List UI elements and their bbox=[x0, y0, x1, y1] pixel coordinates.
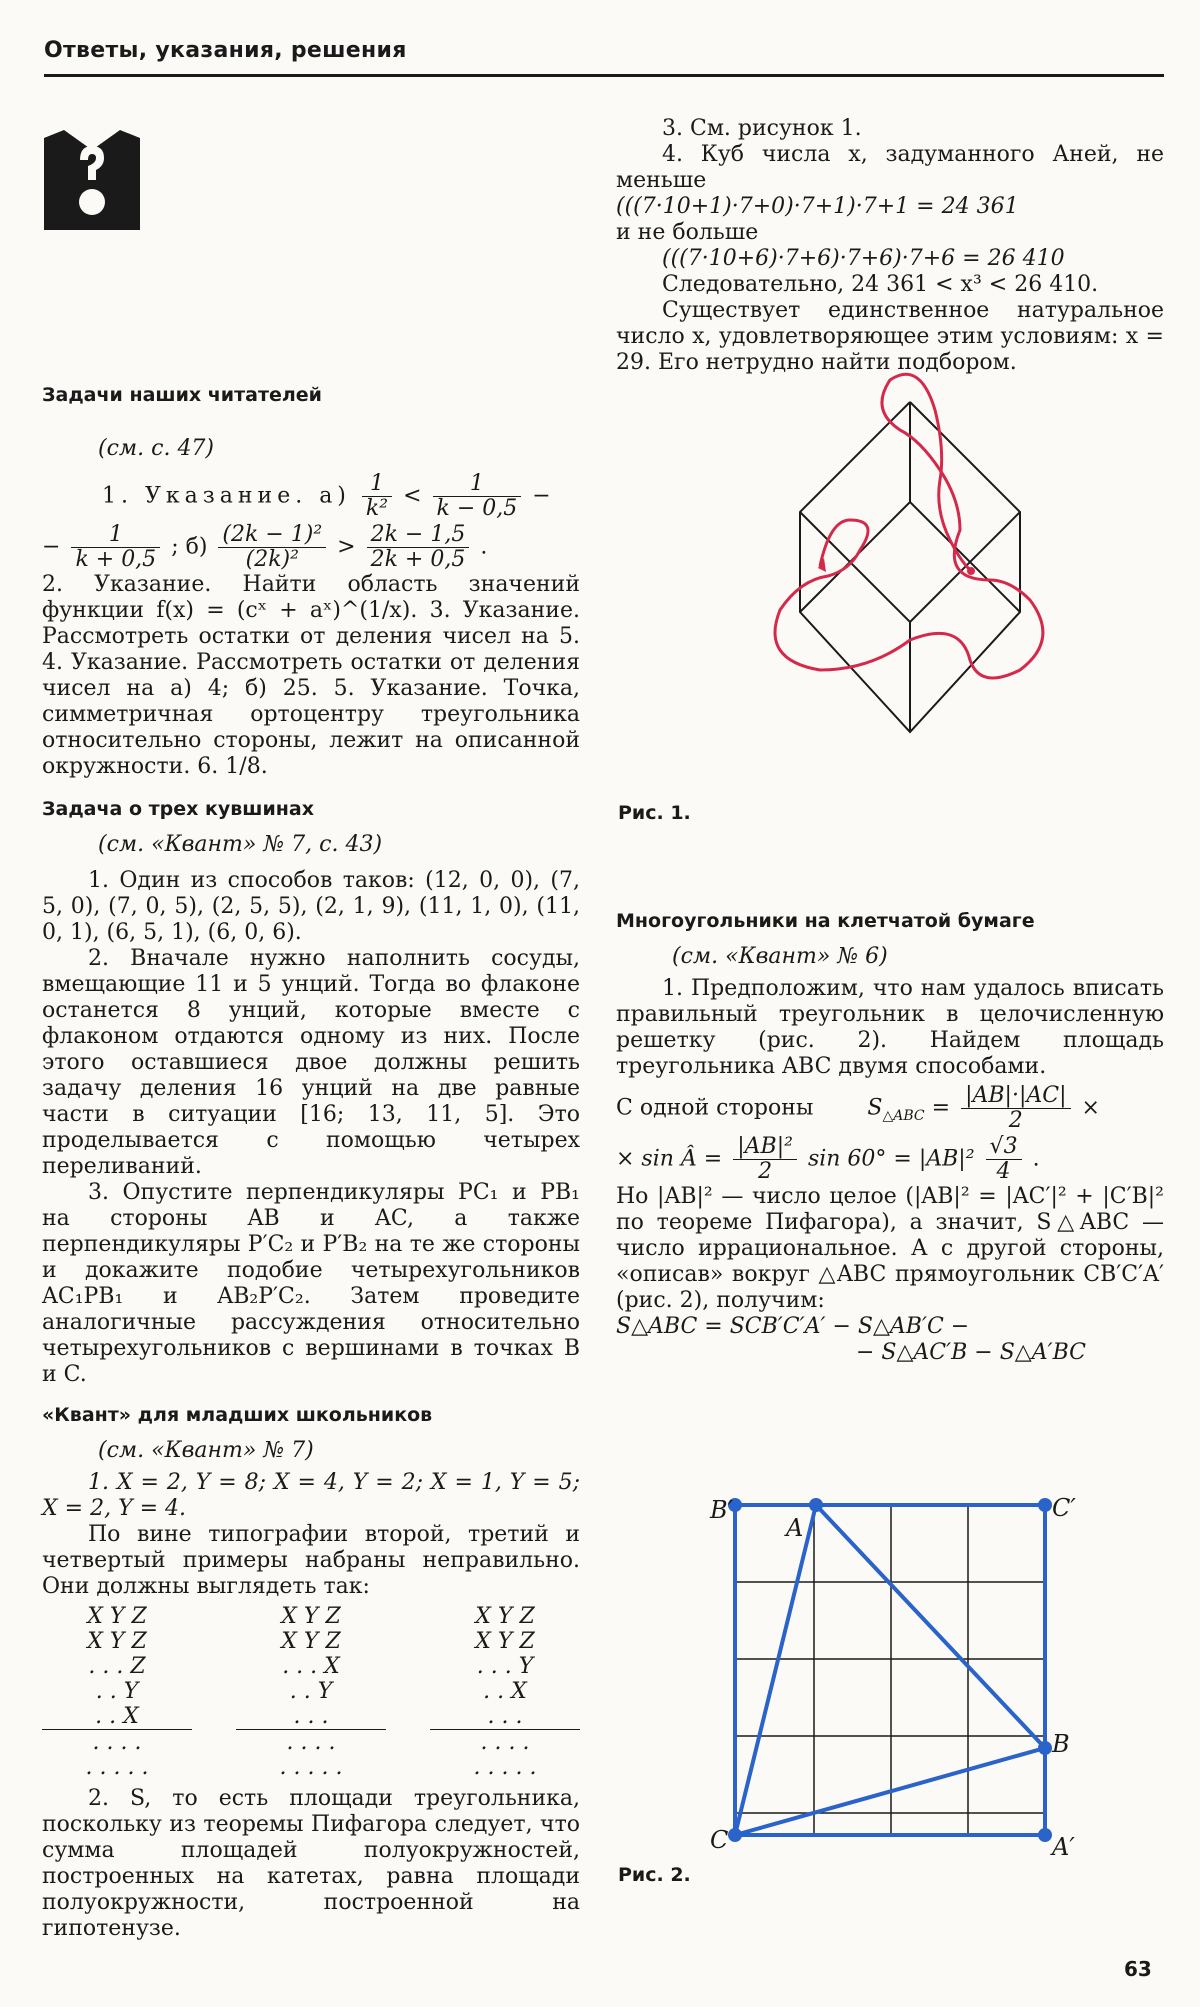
paragraph: 4. Куб числа x, задуманного Аней, не меньше bbox=[616, 142, 1164, 193]
figure-1-cube bbox=[760, 370, 1060, 770]
section-ref-polygons: (см. «Квант» № 6) bbox=[672, 944, 888, 969]
grid-lines bbox=[735, 1505, 1045, 1835]
paragraph: 1. Предположим, что нам удалось вписать правильный треугольник в целочисленную решетку (рис. 2). Найдем площадь треугольника ABC двумя способами. bbox=[616, 976, 1164, 1079]
paragraph: 3. Опустите перпендикуляры PC₁ и PB₁ на стороны AB и AC, а также перпендикуляры P′C₂ и P′B₂ на те же стороны и докажите подобие четырехугольников AC₁PB₁ и AB₂P′C₂. Затем проведите аналогичные рассуждения относительно четырехугольников с вершинами в точках B и C. bbox=[42, 1180, 580, 1387]
label-c-prime: C′ bbox=[1052, 1494, 1076, 1522]
paragraph: 1. Один из способов таков: (12, 0, 0), (7, 5, 0), (7, 0, 5), (2, 5, 5), (2, 1, 9), (11, 1, 0), (11, 0, 1), (6, 5, 1), (6, 0, 6). bbox=[42, 868, 580, 945]
section-ref-readers: (см. с. 47) bbox=[98, 436, 215, 461]
vertex-b bbox=[1038, 1741, 1052, 1755]
scheme-1: X Y Z X Y Z . . . Z . . Y . . X . . . . . . . . . bbox=[42, 1604, 192, 1780]
right-column-lower bbox=[616, 908, 1164, 1366]
paragraph: 2. S, то есть площади треугольника, поскольку из теоремы Пифагора следует, что сумма площадей полуокружностей, построенных на катетах, равна площади полуокружности, построенной на гипотенузе. bbox=[42, 1786, 580, 1941]
formula-line-1: 1. Указание. а) $\frac{1}{\text{k²}}$ < $\frac{1}{k - 0,5}$ − bbox=[102, 471, 551, 521]
fraction: $\frac{1}{k + 0,5}$ bbox=[71, 523, 160, 572]
section-ref-kvant-junior: (см. «Квант» № 7) bbox=[98, 1438, 314, 1463]
section-heading-kvant-junior: «Квант» для младших школьников bbox=[42, 1404, 433, 1426]
formula: − S△AC′B − S△A′BC bbox=[856, 1340, 1087, 1365]
formula: (((7·10+1)·7+0)·7+1)·7+1 = 24 361 bbox=[616, 194, 1019, 219]
vertex-c bbox=[728, 1828, 742, 1842]
fraction: $\frac{\text{|AB|²}}{2}$ bbox=[733, 1135, 797, 1184]
label-a: A bbox=[786, 1514, 804, 1542]
page-number: 63 bbox=[1124, 1957, 1152, 1981]
section-heading-jugs: Задача о трех кувшинах bbox=[42, 798, 315, 820]
paragraph: По вине типографии второй, третий и четвертый примеры набраны неправильно. Они должны выглядеть так: bbox=[42, 1522, 580, 1599]
paragraph: и не больше bbox=[616, 220, 759, 245]
fraction: $\frac{|AB|\cdot|AC|}{2}$ bbox=[961, 1084, 1070, 1133]
fig1-caption: Рис. 1. bbox=[618, 802, 691, 824]
fraction: $\frac{2k - 1,5}{2k + 0,5}$ bbox=[367, 523, 470, 572]
scheme-3: X Y Z X Y Z . . . Y . . X . . . . . . . . . . . . bbox=[430, 1604, 580, 1780]
section-ref-jugs: (см. «Квант» № 7, с. 43) bbox=[98, 832, 383, 857]
header-rule bbox=[44, 74, 1164, 77]
fig2-caption: Рис. 2. bbox=[618, 1864, 691, 1886]
paragraph: Но |AB|² — число целое (|AB|² = |AC′|² + |C′B|² по теореме Пифагора), а значит, S△ABC — число иррациональное. А с другой стороны, «описав» вокруг △ABC прямоугольник CB′C′A′ (рис. 2), получим: bbox=[616, 1184, 1164, 1313]
vertex-a bbox=[809, 1498, 823, 1512]
paragraph: Следовательно, 24 361 < x³ < 26 410. bbox=[662, 272, 1099, 297]
cube-edges bbox=[800, 402, 1020, 732]
paragraph: 2. Вначале нужно наполнить сосуды, вмещающие 11 и 5 унций. Тогда во флаконе останется 8 унций, которые вместе с флаконом отдаются одному из них. После этого оставшиеся двое должны решить задачу деления 16 унций на две равные части в ситуации [16; 13, 11, 5]. Это проделывается с помощью четырех переливаний. bbox=[42, 946, 580, 1179]
formula: (((7·10+6)·7+6)·7+6)·7+6 = 26 410 bbox=[662, 246, 1065, 271]
fraction: $\frac{1}{\text{k²}}$ bbox=[362, 472, 392, 521]
fraction: $\frac{1}{k - 0,5}$ bbox=[433, 472, 522, 521]
formula: S△ABC = SCB′C′A′ − S△AB′C − bbox=[616, 1314, 970, 1339]
formula-line-2: − $\frac{1}{k + 0,5}$ ; б) $\frac{\text{(2k − 1)²}}{\text{(2k)²}}$ > $\frac{2k - 1,5}{2k + 0,5}$ . bbox=[42, 522, 488, 572]
digit-schemes bbox=[42, 1604, 580, 1780]
label-b: B bbox=[1052, 1730, 1070, 1758]
label-a-prime: A′ bbox=[1052, 1833, 1075, 1861]
paragraph: 3. См. рисунок 1. bbox=[662, 116, 862, 141]
fraction: $\frac{√3}{4}$ bbox=[986, 1135, 1022, 1184]
section-heading-readers: Задачи наших читателей bbox=[42, 384, 322, 406]
paragraph: 1. X = 2, Y = 8; X = 4, Y = 2; X = 1, Y = 5; X = 2, Y = 4. bbox=[42, 1470, 580, 1521]
left-column bbox=[42, 120, 580, 1942]
blue-shapes bbox=[735, 1505, 1045, 1835]
vertex-a-prime bbox=[1038, 1828, 1052, 1842]
label-c: C bbox=[710, 1826, 729, 1854]
figure-2-grid bbox=[700, 1490, 1080, 1870]
running-header: Ответы, указания, решения bbox=[44, 38, 407, 63]
vertex-c-prime bbox=[1038, 1498, 1052, 1512]
right-column bbox=[616, 116, 1164, 376]
paragraph: Существует единственное натуральное число x, удовлетворяющее этим условиям: x = 29. Его нетрудно найти подбором. bbox=[616, 298, 1164, 375]
formula-line: × sin Â = $\frac{\text{|AB|²}}{2}$ sin 60° = |AB|² $\frac{√3}{4}$ . bbox=[616, 1134, 1040, 1184]
fraction: $\frac{\text{(2k − 1)²}}{\text{(2k)²}}$ bbox=[218, 523, 326, 572]
paragraph: 2. Указание. Найти область значений функции f(x) = (cˣ + aˣ)^(1/x). 3. Указание. Рассмотреть остатки от деления чисел на 5. 4. Указание. Рассмотреть остатки от деления чисел на а) 4; б) 25. 5. Указание. Точка, симметричная ортоцентру треугольника относительно стороны, лежит на описанной окружности. 6. 1/8. bbox=[42, 572, 580, 779]
label-b-prime: B′ bbox=[710, 1496, 734, 1524]
red-dot bbox=[967, 567, 975, 575]
scheme-2: X Y Z X Y Z . . . X . . Y . . . . . . . . . . . . bbox=[236, 1604, 386, 1780]
formula-line: С одной стороны $S_{\triangle ABC}$ = $\frac{|AB|\cdot|AC|}{2}$ × bbox=[616, 1083, 1100, 1133]
section-heading-polygons: Многоугольники на клетчатой бумаге bbox=[616, 910, 1035, 932]
